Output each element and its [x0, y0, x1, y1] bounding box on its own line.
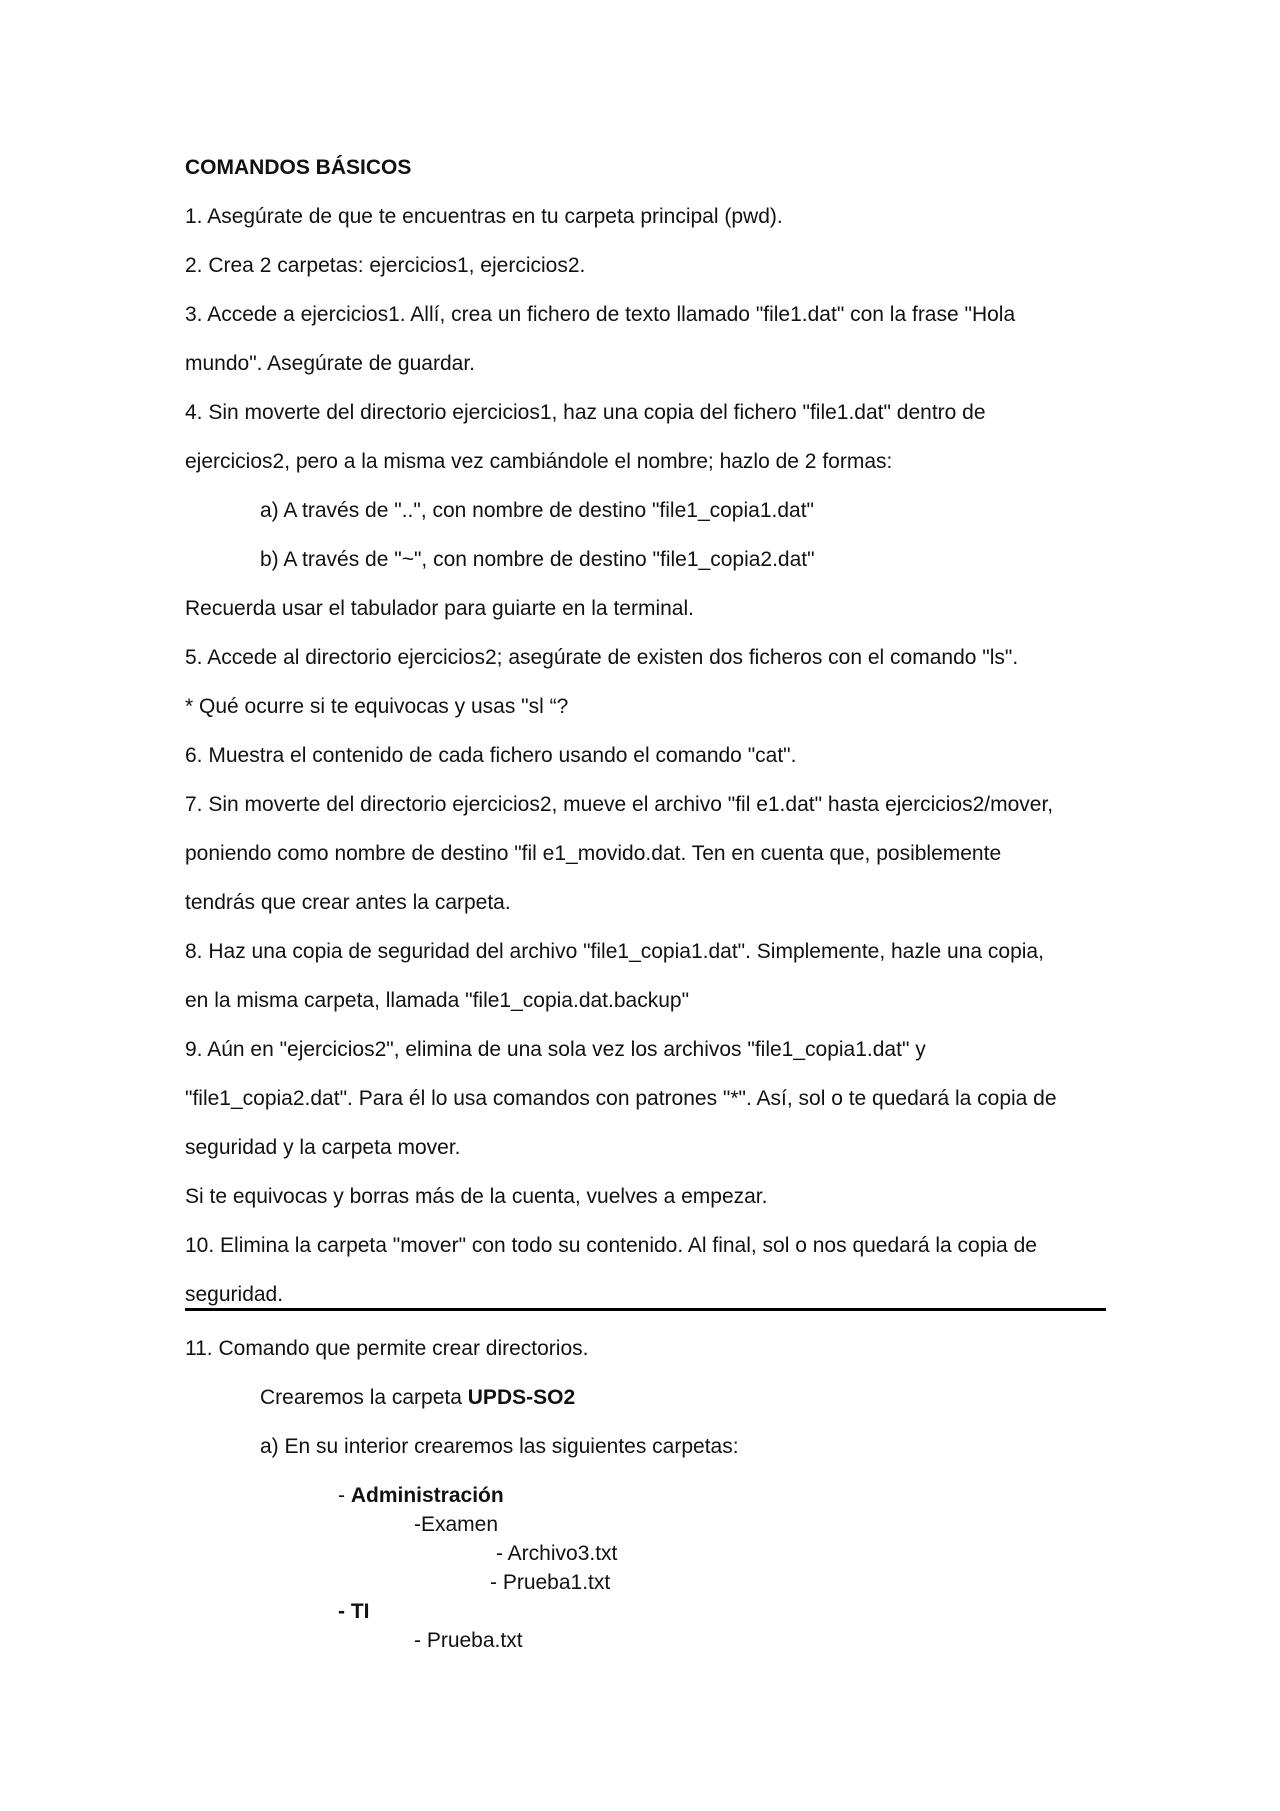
- tree-admin-folder: Administración: [350, 1484, 504, 1507]
- exercise-4-option-a: a) A través de "..", con nombre de destino "file1_copia1.dat": [260, 499, 814, 522]
- exercise-7-line-3: tendrás que crear antes la carpeta.: [185, 891, 511, 914]
- exercise-11: 11. Comando que permite crear directorios.: [185, 1337, 589, 1360]
- exercise-11-folder-name: UPDS-SO2: [467, 1386, 576, 1409]
- tree-admin-line: [338, 1483, 504, 1509]
- exercise-7-line-2: poniendo como nombre de destino "fil e1_movido.dat. Ten en cuenta que, posiblemente: [185, 842, 1002, 865]
- exercise-1: 1. Asegúrate de que te encuentras en tu carpeta principal (pwd).: [185, 205, 783, 228]
- exercise-11-subfolders-intro: a) En su interior crearemos las siguientes carpetas:: [260, 1435, 739, 1458]
- exercise-8-line-2: en la misma carpeta, llamada "file1_copia.dat.backup": [185, 989, 690, 1012]
- exercise-3-line-2: mundo". Asegúrate de guardar.: [185, 352, 475, 375]
- exercise-9-note: Si te equivocas y borras más de la cuenta, vuelves a empezar.: [185, 1185, 768, 1208]
- exercise-9-line-2: "file1_copia2.dat". Para él lo usa comandos con patrones "*". Así, sol o te quedará la copia de: [185, 1087, 1057, 1110]
- tree-examen-folder: -Examen: [414, 1513, 499, 1536]
- exercise-11-folder-line: [260, 1385, 575, 1411]
- tree-prueba1-file: - Prueba1.txt: [490, 1571, 611, 1594]
- exercise-4-line-2: ejercicios2, pero a la misma vez cambiándole el nombre; hazlo de 2 formas:: [185, 450, 893, 473]
- tree-prueba-file: - Prueba.txt: [414, 1629, 523, 1652]
- document-heading: COMANDOS BÁSICOS: [185, 156, 412, 179]
- exercise-3-line-1: 3. Accede a ejercicios1. Allí, crea un fichero de texto llamado "file1.dat" con la frase "Hola: [185, 303, 1016, 326]
- exercise-9-line-1: 9. Aún en "ejercicios2", elimina de una sola vez los archivos "file1_copia1.dat" y: [185, 1038, 926, 1061]
- exercise-4-note: Recuerda usar el tabulador para guiarte en la terminal.: [185, 597, 694, 620]
- exercise-11-folder-prefix: Crearemos la carpeta: [260, 1386, 468, 1409]
- exercise-5-question: * Qué ocurre si te equivocas y usas "sl “?: [185, 695, 569, 718]
- exercise-10-line-1: 10. Elimina la carpeta "mover" con todo su contenido. Al final, sol o nos quedará la copia de: [185, 1234, 1037, 1257]
- exercise-9-line-3: seguridad y la carpeta mover.: [185, 1136, 461, 1159]
- exercise-5-line-1: 5. Accede al directorio ejercicios2; asegúrate de existen dos ficheros con el comando "ls".: [185, 646, 1019, 669]
- exercise-4-option-b: b) A través de "~", con nombre de destino "file1_copia2.dat": [260, 548, 815, 571]
- exercise-4-line-1: 4. Sin moverte del directorio ejercicios1, haz una copia del fichero "file1.dat" dentro de: [185, 401, 986, 424]
- exercise-2: 2. Crea 2 carpetas: ejercicios1, ejercicios2.: [185, 254, 586, 277]
- exercise-10-line-2: seguridad.: [185, 1283, 284, 1306]
- exercise-7-line-1: 7. Sin moverte del directorio ejercicios2, mueve el archivo "fil e1.dat" hasta ejercicios2/mover,: [185, 793, 1054, 816]
- tree-admin-dash: -: [338, 1484, 351, 1507]
- tree-archivo3-file: - Archivo3.txt: [496, 1542, 618, 1565]
- tree-ti-folder: - TI: [338, 1600, 370, 1623]
- exercise-6: 6. Muestra el contenido de cada fichero usando el comando "cat".: [185, 744, 797, 767]
- section-divider: [185, 1308, 1106, 1311]
- exercise-8-line-1: 8. Haz una copia de seguridad del archivo "file1_copia1.dat". Simplemente, hazle una copia,: [185, 940, 1044, 963]
